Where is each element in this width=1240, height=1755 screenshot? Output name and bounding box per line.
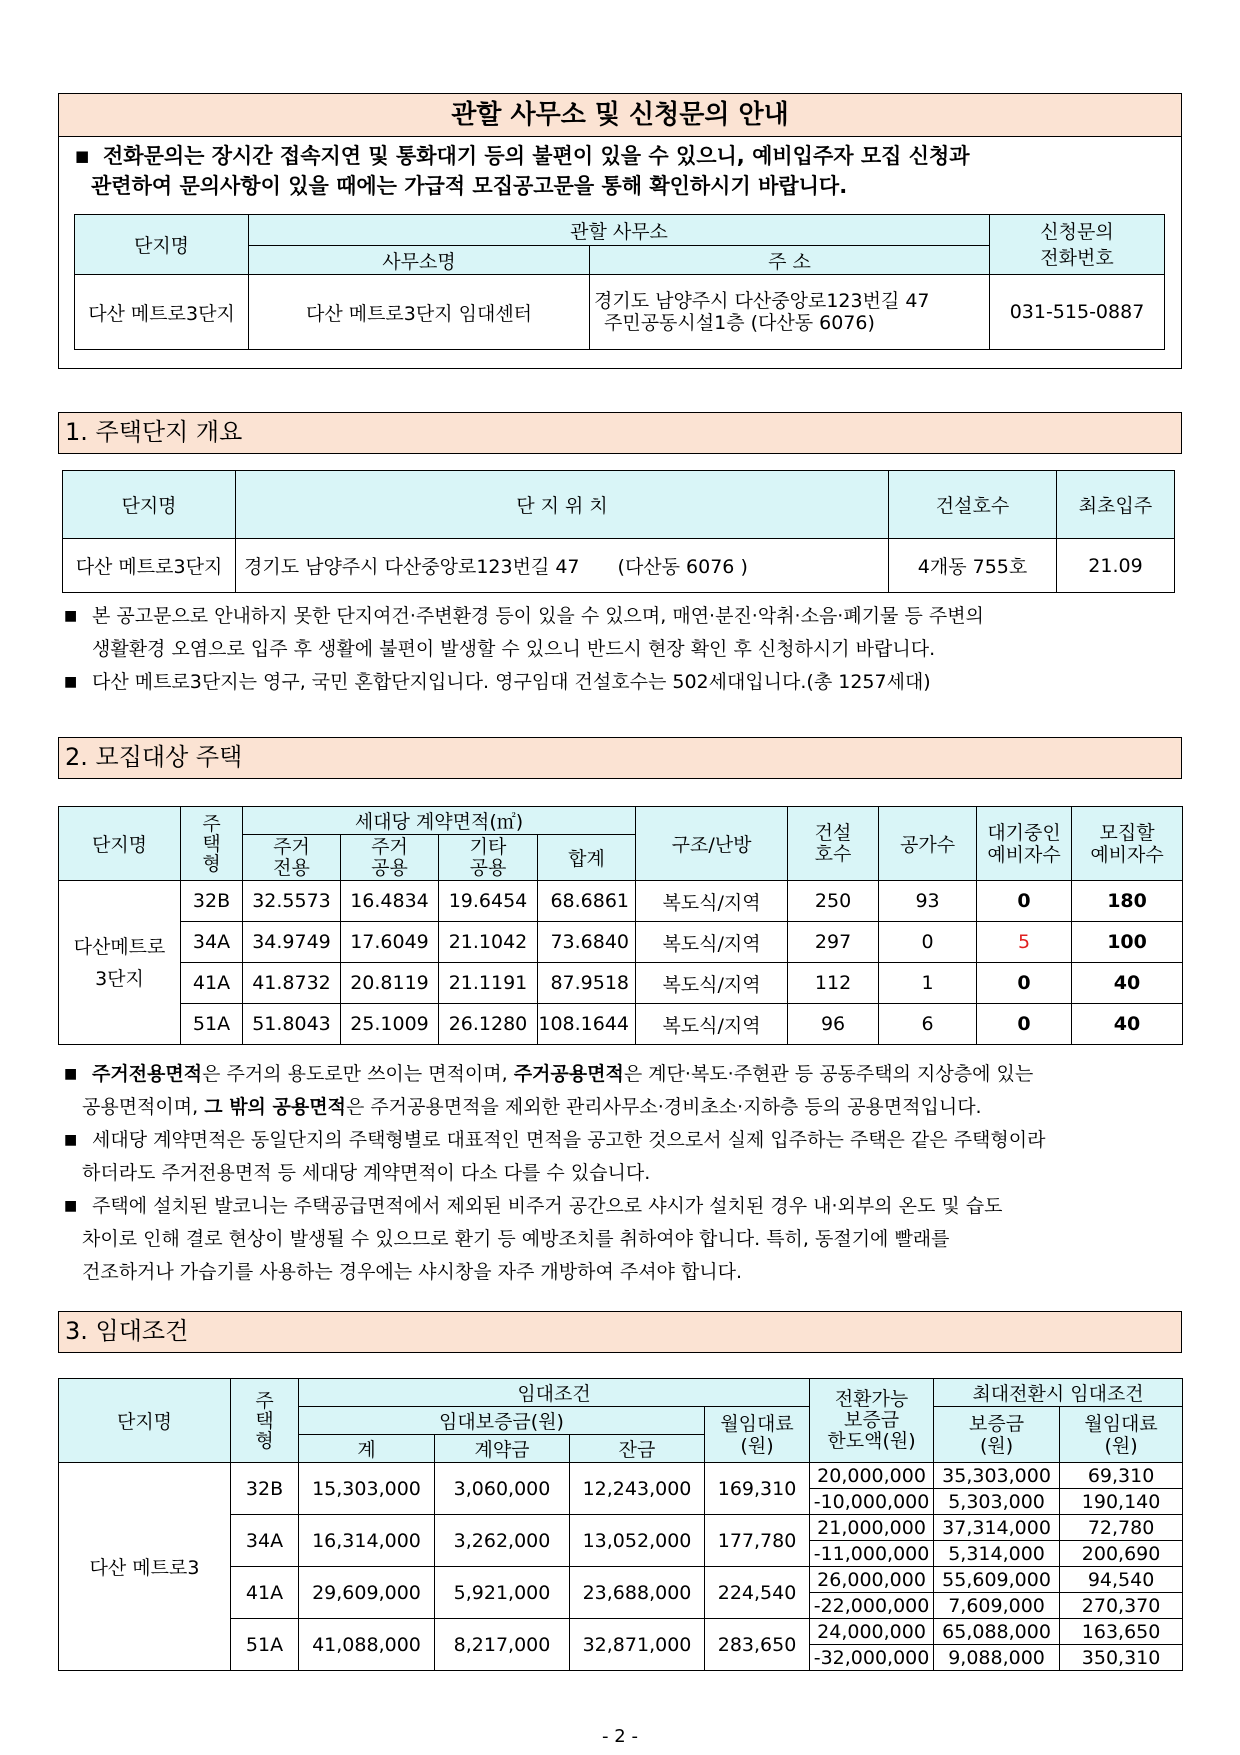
cell-vacant: 0 — [879, 922, 977, 963]
cell-type: 51A — [181, 1004, 243, 1045]
recruit-housing-table — [58, 806, 1183, 1045]
cell-structure: 복도식/지역 — [636, 963, 788, 1004]
cell-max-monthly: 200,690 — [1060, 1541, 1183, 1567]
cell-deposit-total: 29,609,000 — [299, 1567, 435, 1619]
header-complex: 단지명 — [63, 471, 236, 539]
section3-title: 3. 임대조건 — [58, 1311, 1182, 1353]
cell-recruit: 100 — [1072, 922, 1183, 963]
header-units: 건설호수 — [889, 471, 1057, 539]
cell-total: 87.9518 — [538, 963, 636, 1004]
bullet-square-icon: ■ — [75, 147, 90, 165]
cell-max-monthly: 350,310 — [1060, 1645, 1183, 1671]
cell-type: 51A — [231, 1619, 299, 1671]
cell-vacant: 93 — [879, 881, 977, 922]
header-max-conversion-group: 최대전환시 임대조건 — [934, 1379, 1183, 1407]
cell-conv-limit: 24,000,000 — [810, 1619, 934, 1645]
header-conversion-limit: 전환가능 보증금 한도액(원) — [810, 1379, 934, 1463]
header-units: 건설 호수 — [788, 807, 879, 881]
cell-conv-limit: 21,000,000 — [810, 1515, 934, 1541]
complex-overview-table — [62, 470, 1175, 593]
cell-conv-limit: 26,000,000 — [810, 1567, 934, 1593]
overview-complex-name: 다산 메트로3단지 — [63, 539, 236, 593]
cell-units: 96 — [788, 1004, 879, 1045]
cell-monthly: 169,310 — [705, 1463, 810, 1515]
cell-max-deposit: 5,303,000 — [934, 1489, 1060, 1515]
section2-title: 2. 모집대상 주택 — [58, 737, 1182, 779]
cell-waiting: 5 — [977, 922, 1072, 963]
header-complex: 단지명 — [59, 807, 181, 881]
header-monthly: 월임대료 (원) — [705, 1407, 810, 1463]
bullet-square-icon: ■ — [64, 674, 78, 690]
cell-max-deposit: 65,088,000 — [934, 1619, 1060, 1645]
cell-common: 16.4834 — [341, 881, 439, 922]
header-type: 주택형 — [231, 1379, 299, 1463]
cell-max-monthly: 72,780 — [1060, 1515, 1183, 1541]
office-phone: 031-515-0887 — [990, 275, 1165, 350]
cell-monthly: 177,780 — [705, 1515, 810, 1567]
header-balance: 잔금 — [570, 1435, 705, 1463]
cell-max-monthly: 190,140 — [1060, 1489, 1183, 1515]
cell-units: 297 — [788, 922, 879, 963]
header-address: 주 소 — [590, 246, 990, 275]
cell-monthly: 224,540 — [705, 1567, 810, 1619]
section1-notes: ■ 본 공고문으로 안내하지 못한 단지여건·주변환경 등이 있을 수 있으며, 매연·분진·악취·소음·폐기물 등 주변의 생활환경 오염으로 입주 후 생활에 불편이 발생할 수 있으니 반드시 현장 확인 후 신청하시기 바랍니다. ■ 다산 메트로3단지는 영구, 국민 혼합단지입니다. 영구임대 건설호수는 502세대입니다.(총 1257세대) — [58, 600, 1182, 699]
cell-max-deposit: 5,314,000 — [934, 1541, 1060, 1567]
header-recruit: 모집할 예비자수 — [1072, 807, 1183, 881]
cell-units: 112 — [788, 963, 879, 1004]
cell-excl: 32.5573 — [243, 881, 341, 922]
cell-deposit-total: 16,314,000 — [299, 1515, 435, 1567]
cell-excl: 41.8732 — [243, 963, 341, 1004]
cell-contract: 5,921,000 — [435, 1567, 570, 1619]
cell-waiting: 0 — [977, 1004, 1072, 1045]
cell-excl: 34.9749 — [243, 922, 341, 963]
header-deposit-total: 계 — [299, 1435, 435, 1463]
rent-complex-name: 다산 메트로3 — [59, 1463, 231, 1671]
header-max-monthly: 월임대료 (원) — [1060, 1407, 1183, 1463]
cell-total: 68.6861 — [538, 881, 636, 922]
bullet-square-icon: ■ — [64, 1198, 78, 1214]
table-row — [59, 1463, 1183, 1489]
cell-units: 250 — [788, 881, 879, 922]
header-contract: 계약금 — [435, 1435, 570, 1463]
office-table — [74, 214, 1165, 350]
table-row — [59, 881, 1183, 922]
cell-balance: 13,052,000 — [570, 1515, 705, 1567]
cell-structure: 복도식/지역 — [636, 922, 788, 963]
page-number: - 2 - — [602, 1726, 638, 1747]
header-res-common: 주거 공용 — [341, 835, 439, 881]
cell-conv-limit: -11,000,000 — [810, 1541, 934, 1567]
cell-conv-limit: -32,000,000 — [810, 1645, 934, 1671]
cell-recruit: 180 — [1072, 881, 1183, 922]
cell-total: 108.1644 — [538, 1004, 636, 1045]
cell-conv-limit: -10,000,000 — [810, 1489, 934, 1515]
cell-balance: 23,688,000 — [570, 1567, 705, 1619]
cell-deposit-total: 15,303,000 — [299, 1463, 435, 1515]
cell-type: 41A — [181, 963, 243, 1004]
cell-max-monthly: 94,540 — [1060, 1567, 1183, 1593]
cell-other: 21.1191 — [439, 963, 538, 1004]
header-deposit-group: 임대보증금(원) — [299, 1407, 705, 1435]
overview-first-move-in: 21.09 — [1057, 539, 1175, 593]
cell-max-monthly: 163,650 — [1060, 1619, 1183, 1645]
cell-other: 19.6454 — [439, 881, 538, 922]
cell-contract: 8,217,000 — [435, 1619, 570, 1671]
header-office-name: 사무소명 — [249, 246, 590, 275]
office-address: 경기도 남양주시 다산중앙로123번길 47 주민공동시설1층 (다산동 6076) — [590, 275, 990, 350]
cell-other: 21.1042 — [439, 922, 538, 963]
header-area-group: 세대당 계약면적(㎡) — [243, 807, 636, 835]
header-rent-group: 임대조건 — [299, 1379, 810, 1407]
cell-contract: 3,060,000 — [435, 1463, 570, 1515]
cell-deposit-total: 41,088,000 — [299, 1619, 435, 1671]
cell-monthly: 283,650 — [705, 1619, 810, 1671]
header-structure: 구조/난방 — [636, 807, 788, 881]
section2-notes: ■ 주거전용면적은 주거의 용도로만 쓰이는 면적이며, 주거공용면적은 계단·복도·주현관 등 공동주택의 지상층에 있는 공용면적이며, 그 밖의 공용면적은 주거공용면적을 제외한 관리사무소·경비초소·지하층 등의 공용면적입니다. ■ 세대당 계약면적은 동일단지의 주택형별로 대표적인 면적을 공고한 것으로서 실제 입주하는 주택은 같은 주택형이라 하더라도 주거전용면적 등 세대당 계약면적이 다소 다를 수 있습니다. ■ 주택에 설치된 발코니는 주택공급면적에서 제외된 비주거 공간으로 샤시가 설치된 경우 내·외부의 온도 및 습도 차이로 인해 결로 현상이 발생될 수 있으므로 환기 등 예방조치를 취하여야 합니다. 특히, 동절기에 빨래를 건조하거나 가습기를 사용하는 경우에는 샤시창을 자주 개방하여 주셔야 합니다. — [58, 1058, 1182, 1289]
cell-type: 41A — [231, 1567, 299, 1619]
office-notice-title: 관할 사무소 및 신청문의 안내 — [59, 94, 1181, 137]
cell-contract: 3,262,000 — [435, 1515, 570, 1567]
cell-total: 73.6840 — [538, 922, 636, 963]
bullet-square-icon: ■ — [64, 1066, 78, 1082]
cell-type: 34A — [181, 922, 243, 963]
cell-recruit: 40 — [1072, 963, 1183, 1004]
cell-type: 32B — [181, 881, 243, 922]
office-notice-box — [58, 93, 1182, 369]
header-res-excl: 주거 전용 — [243, 835, 341, 881]
overview-location: 경기도 남양주시 다산중앙로123번길 47 (다산동 6076 ) — [236, 539, 889, 593]
office-complex-name: 다산 메트로3단지 — [75, 275, 249, 350]
header-office-group: 관할 사무소 — [249, 215, 990, 246]
rent-conditions-table — [58, 1378, 1183, 1671]
cell-conv-limit: -22,000,000 — [810, 1593, 934, 1619]
table-row — [59, 922, 1183, 963]
header-location: 단 지 위 치 — [236, 471, 889, 539]
cell-max-deposit: 55,609,000 — [934, 1567, 1060, 1593]
cell-structure: 복도식/지역 — [636, 1004, 788, 1045]
office-notice-text: ■ 전화문의는 장시간 접속지연 및 통화대기 등의 불편이 있을 수 있으니, 예비입주자 모집 신청과 관련하여 문의사항이 있을 때에는 가급적 모집공고문을 통해 확인하시기 바랍니다. — [69, 141, 1173, 201]
cell-waiting: 0 — [977, 963, 1072, 1004]
header-total: 합계 — [538, 835, 636, 881]
header-other-common: 기타 공용 — [439, 835, 538, 881]
header-max-deposit: 보증금 (원) — [934, 1407, 1060, 1463]
cell-recruit: 40 — [1072, 1004, 1183, 1045]
cell-balance: 32,871,000 — [570, 1619, 705, 1671]
cell-excl: 51.8043 — [243, 1004, 341, 1045]
cell-structure: 복도식/지역 — [636, 881, 788, 922]
cell-max-monthly: 270,370 — [1060, 1593, 1183, 1619]
cell-conv-limit: 20,000,000 — [810, 1463, 934, 1489]
header-complex: 단지명 — [59, 1379, 231, 1463]
overview-units: 4개동 755호 — [889, 539, 1057, 593]
cell-balance: 12,243,000 — [570, 1463, 705, 1515]
cell-common: 25.1009 — [341, 1004, 439, 1045]
header-phone: 신청문의 전화번호 — [990, 215, 1165, 275]
section1-title: 1. 주택단지 개요 — [58, 412, 1182, 454]
office-name: 다산 메트로3단지 임대센터 — [249, 275, 590, 350]
header-type: 주택형 — [181, 807, 243, 881]
cell-max-deposit: 35,303,000 — [934, 1463, 1060, 1489]
header-waiting: 대기중인 예비자수 — [977, 807, 1072, 881]
cell-max-monthly: 69,310 — [1060, 1463, 1183, 1489]
header-complex: 단지명 — [75, 215, 249, 275]
cell-max-deposit: 7,609,000 — [934, 1593, 1060, 1619]
cell-max-deposit: 37,314,000 — [934, 1515, 1060, 1541]
bullet-square-icon: ■ — [64, 608, 78, 624]
cell-max-deposit: 9,088,000 — [934, 1645, 1060, 1671]
cell-common: 17.6049 — [341, 922, 439, 963]
cell-vacant: 6 — [879, 1004, 977, 1045]
recruit-complex-name: 다산메트로 3단지 — [59, 881, 181, 1045]
table-row — [59, 1004, 1183, 1045]
cell-waiting: 0 — [977, 881, 1072, 922]
table-row — [59, 963, 1183, 1004]
cell-type: 32B — [231, 1463, 299, 1515]
cell-other: 26.1280 — [439, 1004, 538, 1045]
cell-common: 20.8119 — [341, 963, 439, 1004]
cell-type: 34A — [231, 1515, 299, 1567]
bullet-square-icon: ■ — [64, 1132, 78, 1148]
cell-vacant: 1 — [879, 963, 977, 1004]
header-first-move-in: 최초입주 — [1057, 471, 1175, 539]
header-vacant: 공가수 — [879, 807, 977, 881]
